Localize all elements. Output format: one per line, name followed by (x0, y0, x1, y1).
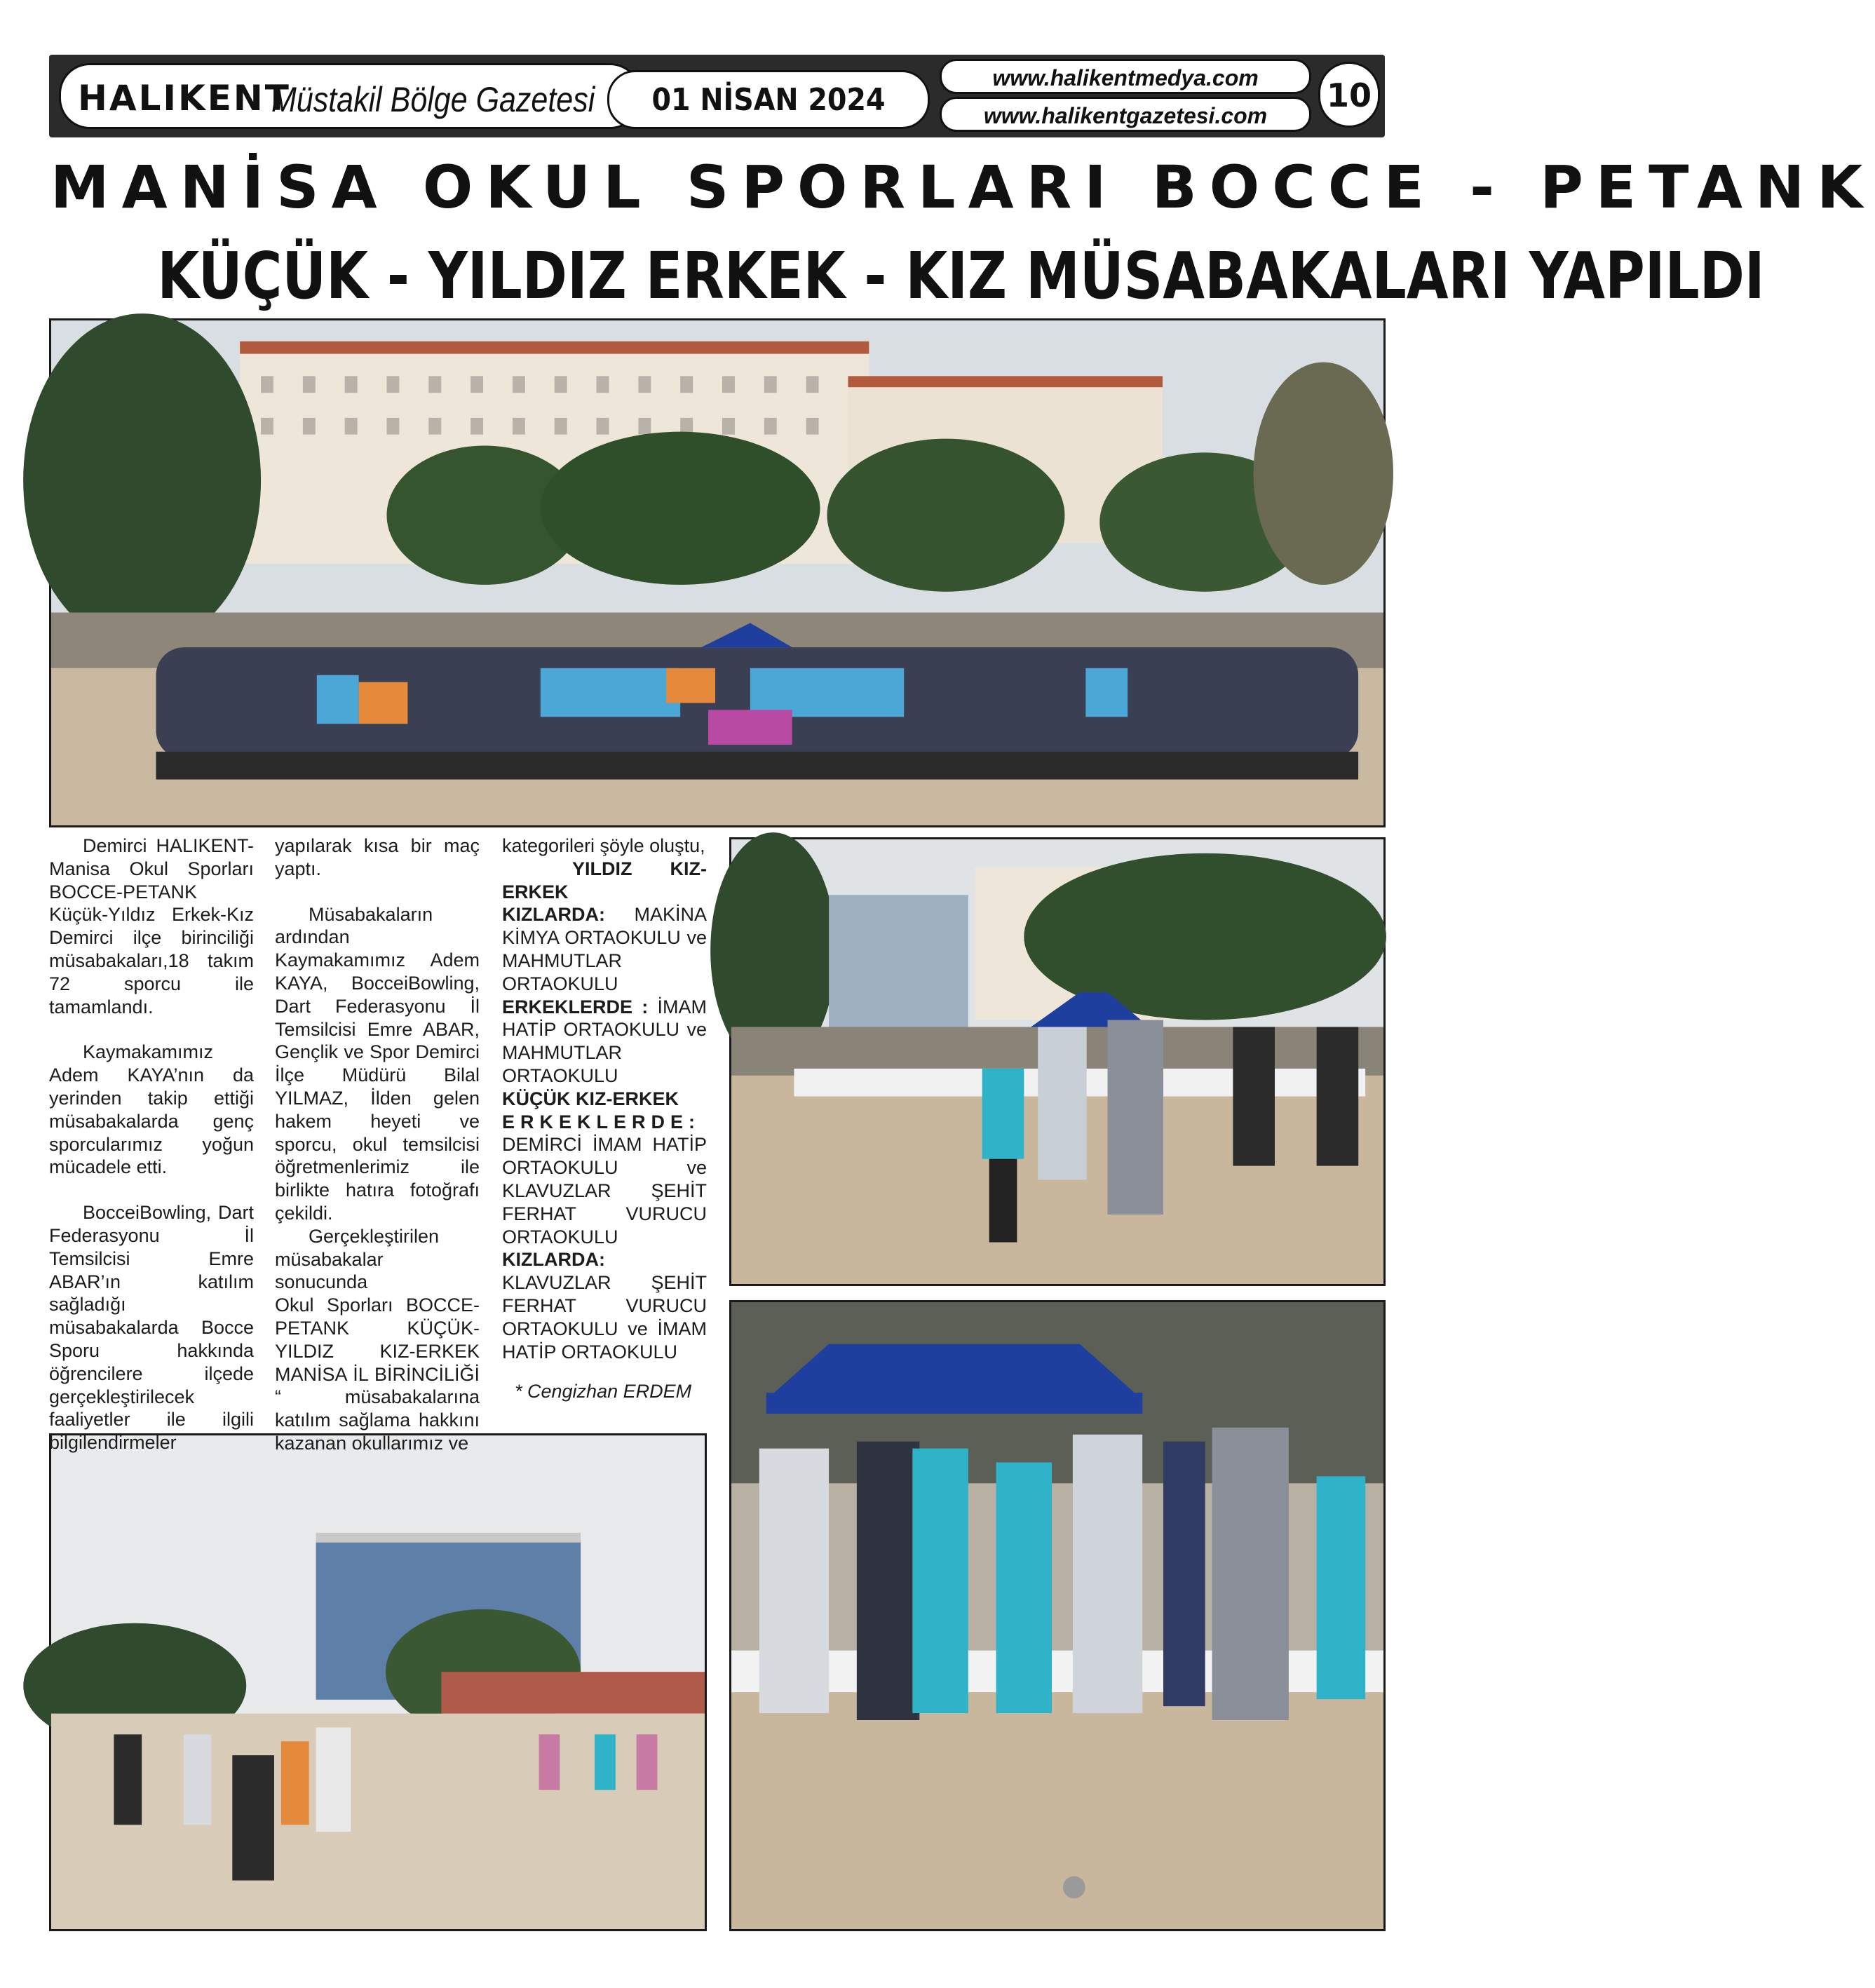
website-link-2[interactable]: www.halikentgazetesi.com (983, 103, 1268, 128)
article-paragraph: Kaymakamımız Adem KAYA’nın da yerinden takip ettiği müsabakalarda genç sporcularımız yoğun mücadele etti. (49, 1041, 254, 1178)
article-column-1 (49, 834, 254, 1454)
result-text: İMAM HATİP ORTAOKULU ve MAHMUTLAR ORTAOKULU (502, 996, 707, 1086)
result-label: ERKEKLERDE: (502, 1111, 701, 1132)
result-text: KLAVUZLAR ŞEHİT FERHAT VURUCU ORTAOKULU ve İMAM HATİP ORTAOKULU (502, 1272, 707, 1362)
article-column-3 (502, 834, 707, 1403)
page-number: 10 (1326, 76, 1372, 114)
category-heading: YILDIZ KIZ-ERKEK (502, 858, 707, 902)
article-paragraph: kategorileri şöyle oluştu, (502, 835, 705, 856)
article-paragraph: yapılarak kısa bir maç yaptı. (275, 835, 480, 879)
url-pill-2 (940, 97, 1311, 132)
issue-date: 01 NİSAN 2024 (651, 82, 886, 118)
category-heading: KÜÇÜK KIZ-ERKEK (502, 1088, 679, 1109)
article-paragraph: Demirci HALIKENT- Manisa Okul Sporları BOCCE-PETANK Küçük-Yıldız Erkek-Kız Demirci ilçe birinciliği müsabakaları,18 takım 72 sporcu ile tamamlandı. (49, 835, 254, 1017)
headline-line-2: KÜÇÜK - YILDIZ ERKEK - KIZ MÜSABAKALARI YAPILDI (157, 238, 1765, 313)
article-paragraph: Gerçekleştirilen müsabakalar sonucunda (275, 1225, 440, 1293)
field-photo (49, 1433, 707, 1931)
result-text: DEMİRCİ İMAM HATİP ORTAOKULU ve KLAVUZLAR ŞEHİT FERHAT VURUCU ORTAOKULU (502, 1134, 707, 1247)
players-photo (729, 1300, 1386, 1931)
author-credit: * Cengizhan ERDEM (515, 1381, 692, 1402)
page-number-pill (1318, 62, 1380, 128)
article-paragraph: BocceiBowling, Dart Federasyonu İl Temsilcisi Emre ABAR’ın katılım sağladığı müsabakalarda Bocce Sporu hakkında öğrencilere ilçede gerçekleştirilecek faaliyetler ile ilgili bilgilendirmeler (49, 1202, 254, 1454)
result-label: KIZLARDA: (502, 904, 605, 926)
date-pill (607, 70, 930, 129)
bocce-throw-photo (729, 837, 1386, 1286)
article-paragraph: Okul Sporları BOCCE-PETANK KÜÇÜK-YILDIZ KIZ-ERKEK MANİSA İL BİRİNCİLİĞİ “ müsabakalarına katılım sağlama hakkını kazanan okullarımız ve (275, 1294, 480, 1454)
result-text: MAKİNA KİMYA ORTAOKULU ve MAHMUTLAR ORTAOKULU (502, 904, 707, 994)
masthead (49, 55, 1385, 137)
newspaper-name: HALIKENT (78, 78, 291, 119)
website-link-1[interactable]: www.halikentmedya.com (992, 65, 1259, 90)
article-paragraph: Müsabakaların ardından Kaymakamımız Adem KAYA, BocceiBowling, Dart Federasyonu İl Temsilcisi Emre ABAR, Gençlik ve Spor Demirci İlçe Müdürü Bilal YILMAZ, İlden gelen hakem heyeti ve sporcu, okul temsilcisi öğretmenlerimiz ile birlikte hatıra fotoğrafı çekildi. (275, 903, 480, 1224)
group-photo (49, 318, 1386, 827)
article-column-2 (275, 834, 480, 1455)
brand-pill (59, 63, 641, 129)
url-pill-1 (940, 59, 1311, 94)
headline-line-1: MANİSA OKUL SPORLARI BOCCE - PETANK (50, 153, 1875, 222)
result-label: ERKEKLERDE : (502, 996, 649, 1017)
result-label: KIZLARDA: (502, 1249, 605, 1271)
newspaper-tagline: Müstakil Bölge Gazetesi (271, 80, 595, 119)
